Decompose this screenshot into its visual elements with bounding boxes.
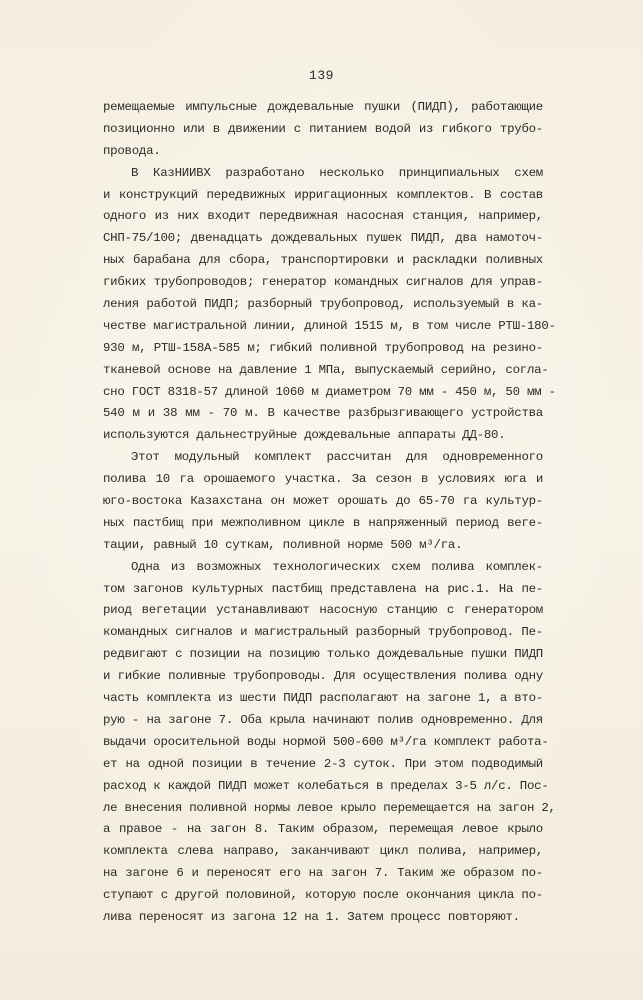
text-line: ных барабана для сбора, транспортировки и раскладки поливных — [103, 253, 543, 268]
body-text — [103, 97, 556, 929]
text-line: риод вегетации устанавливают насосную станцию с генератором — [103, 603, 543, 618]
text-line: выдачи оросительной воды нормой 500-600 м³/га комплект работа- — [103, 734, 549, 749]
text-line: ступают с другой половиной, которую после окончания цикла по- — [103, 888, 543, 903]
text-line: ления работой ПИДП; разборный трубопровод, используемый в ка- — [103, 297, 543, 312]
text-line: часть комплекта из шести ПИДП располагают на загоне 1, а вто- — [103, 691, 543, 706]
text-line: честве магистральной линии, длиной 1515 м, в том числе РТШ-180- — [103, 318, 556, 333]
text-line: одного из них входит передвижная насосная станция, например, — [103, 209, 543, 224]
text-line: лива переносят из загона 12 на 1. Затем процесс повторяют. — [103, 909, 520, 924]
text-line: позиционно или в движении с питанием водой из гибкого трубо- — [103, 121, 543, 136]
text-line: ет на одной позиции в течение 2-3 суток. При этом подводимый — [103, 756, 543, 771]
text-line: ных пастбищ при межполивном цикле в напряженный период веге- — [103, 515, 543, 530]
page-number: 139 — [309, 68, 334, 83]
text-line: ремещаемые импульсные дождевальные пушки (ПИДП), работающие — [103, 100, 543, 114]
text-line: на загоне 6 и переносят его на загон 7. Таким же образом по- — [103, 866, 543, 881]
text-line: и гибкие поливные трубопроводы. Для осуществления полива одну — [103, 669, 543, 684]
text-line: гибких трубопроводов; генератор командных сигналов для управ- — [103, 275, 543, 290]
text-line: командных сигналов и магистральный разборный трубопровод. Пе- — [103, 625, 543, 640]
text-line: юго-востока Казахстана он может орошать до 65-70 га культур- — [103, 494, 543, 509]
text-line: Этот модульный комплект рассчитан для одновременного — [131, 450, 543, 465]
text-line: используются дальнеструйные дождевальные аппараты ДД-80. — [103, 428, 506, 443]
text-line: комплекта слева направо, заканчивают цикл полива, например, — [103, 844, 543, 859]
text-line: В КазНИИВХ разработано несколько принципиальных схем — [131, 165, 543, 180]
text-line: ле внесения поливной нормы левое крыло перемещается на загон 2, — [103, 800, 556, 815]
text-line: провода. — [103, 143, 161, 158]
text-line: СНП-75/100; двенадцать дождевальных пушек ПИДП, два намоточ- — [103, 231, 543, 246]
text-line: рую - на загоне 7. Оба крыла начинают полив одновременно. Для — [103, 712, 543, 727]
text-line: тканевой основе на давление 1 МПа, выпускаемый серийно, согла- — [103, 362, 549, 377]
text-line: том загонов культурных пастбищ представлена на рис.1. На пе- — [103, 581, 543, 596]
text-line: редвигают с позиции на позицию только дождевальные пушки ПИДП — [103, 647, 543, 662]
text-line: а правое - на загон 8. Таким образом, перемещая левое крыло — [103, 822, 543, 837]
text-line: 930 м, РТШ-158А-585 м; гибкий поливной трубопровод на резино- — [103, 340, 543, 355]
text-line: Одна из возможных технологических схем полива комплек- — [131, 559, 543, 574]
text-line: сно ГОСТ 8318-57 длиной 1060 м диаметром 70 мм - 450 м, 50 мм - — [103, 384, 556, 399]
text-line: полива 10 га орошаемого участка. За сезон в условиях юга и — [103, 472, 543, 487]
text-line: расход к каждой ПИДП может колебаться в пределах 3-5 л/с. Пос- — [103, 778, 549, 793]
text-line: и конструкций передвижных ирригационных комплектов. В состав — [103, 187, 543, 202]
text-line: 540 м и 38 мм - 70 м. В качестве разбрызгивающего устройства — [103, 406, 543, 421]
text-line: тации, равный 10 суткам, поливной норме 500 м³/га. — [103, 537, 463, 552]
